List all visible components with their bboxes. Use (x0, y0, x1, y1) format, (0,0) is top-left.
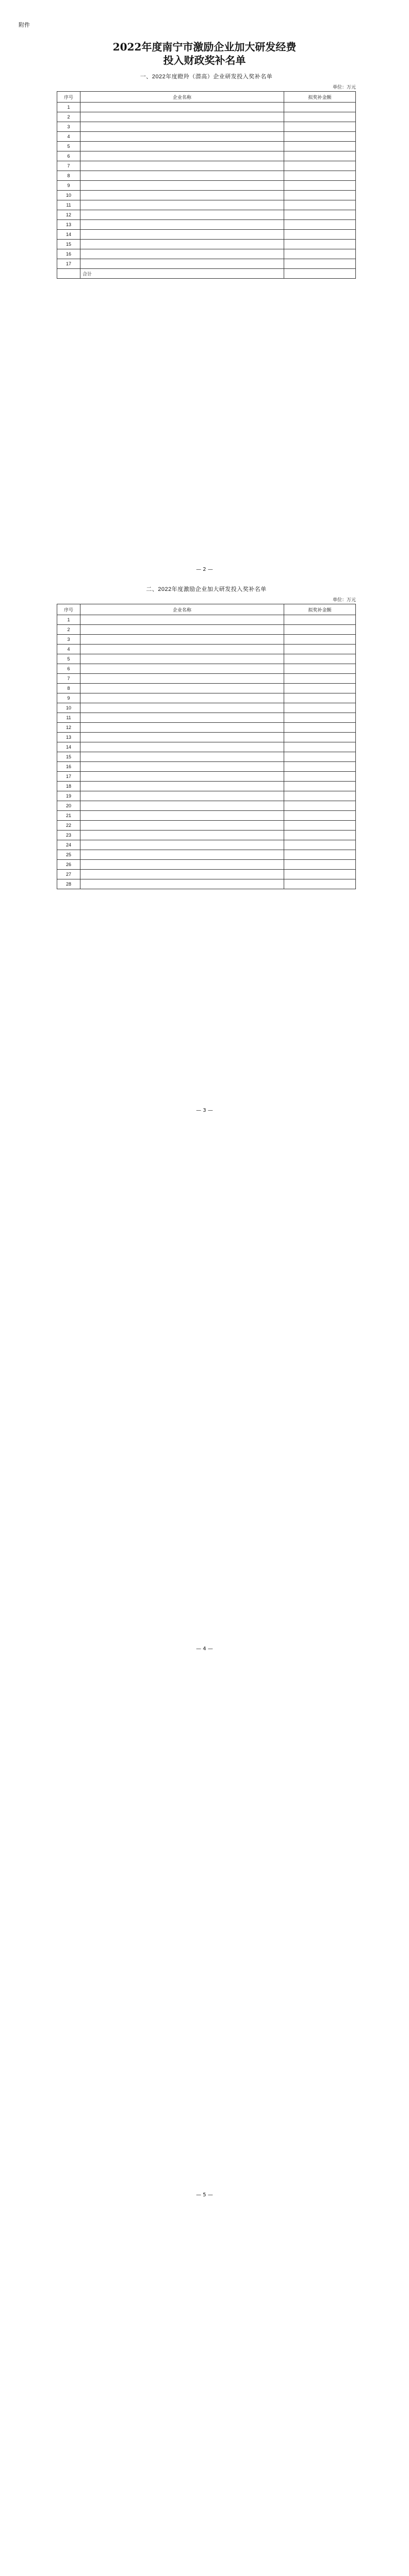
table-row (57, 635, 356, 645)
section-1 (57, 72, 356, 279)
company-name (80, 103, 284, 112)
table-row (57, 762, 356, 772)
row-index: 2 (57, 112, 80, 122)
row-index: 12 (57, 210, 80, 220)
table-row (57, 625, 356, 635)
table-row (57, 654, 356, 664)
company-name (80, 762, 284, 772)
company-name (80, 821, 284, 831)
company-name (80, 752, 284, 762)
table-header-row (57, 604, 356, 615)
award-amount (284, 733, 356, 742)
award-amount (284, 249, 356, 259)
company-name (80, 674, 284, 684)
award-amount (284, 850, 356, 860)
award-amount (284, 142, 356, 151)
row-index: 25 (57, 850, 80, 860)
table-row (57, 811, 356, 821)
award-amount (284, 132, 356, 142)
table-row (57, 249, 356, 259)
award-amount (284, 684, 356, 693)
column-header-amount: 拟奖补金额 (284, 92, 356, 103)
award-amount (284, 840, 356, 850)
row-index: 10 (57, 191, 80, 200)
table-row (57, 840, 356, 850)
award-amount (284, 230, 356, 240)
row-index: 28 (57, 879, 80, 889)
company-name (80, 171, 284, 181)
award-amount (284, 220, 356, 230)
company-name (80, 713, 284, 723)
award-amount (284, 122, 356, 132)
table-row (57, 171, 356, 181)
award-amount (284, 664, 356, 674)
page-number: — 4 — (196, 1646, 213, 1652)
row-index: 7 (57, 161, 80, 171)
table-row (57, 723, 356, 733)
row-index: 22 (57, 821, 80, 831)
table-row (57, 791, 356, 801)
row-index: 5 (57, 654, 80, 664)
award-table (57, 91, 356, 279)
row-index: 13 (57, 733, 80, 742)
company-name: 合计 (80, 269, 284, 279)
row-index: 21 (57, 811, 80, 821)
company-name (80, 772, 284, 782)
table-row (57, 645, 356, 654)
company-name (80, 645, 284, 654)
row-index: 23 (57, 831, 80, 840)
award-amount (284, 259, 356, 269)
row-index: 15 (57, 240, 80, 249)
row-index: 4 (57, 645, 80, 654)
row-index: 24 (57, 840, 80, 850)
table-row (57, 801, 356, 811)
row-index: 6 (57, 664, 80, 674)
table-row (57, 693, 356, 703)
table-row (57, 870, 356, 879)
award-amount (284, 615, 356, 625)
company-name (80, 259, 284, 269)
award-amount (284, 210, 356, 220)
table-row (57, 831, 356, 840)
company-name (80, 625, 284, 635)
annex-label: 附件 (19, 22, 30, 28)
table-row (57, 684, 356, 693)
row-index: 11 (57, 713, 80, 723)
row-index: 13 (57, 220, 80, 230)
table-row (57, 860, 356, 870)
row-index: 17 (57, 259, 80, 269)
award-amount (284, 762, 356, 772)
award-amount (284, 742, 356, 752)
award-amount (284, 645, 356, 654)
row-index: 3 (57, 122, 80, 132)
company-name (80, 122, 284, 132)
column-header-index: 序号 (57, 92, 80, 103)
company-name (80, 151, 284, 161)
table-row (57, 782, 356, 791)
award-amount (284, 654, 356, 664)
award-amount (284, 772, 356, 782)
company-name (80, 220, 284, 230)
table-row (57, 161, 356, 171)
table-row (57, 142, 356, 151)
table-row (57, 713, 356, 723)
row-index: 7 (57, 674, 80, 684)
table-row (57, 191, 356, 200)
award-amount (284, 635, 356, 645)
company-name (80, 703, 284, 713)
row-index: 19 (57, 791, 80, 801)
column-header-index: 序号 (57, 604, 80, 615)
company-name (80, 850, 284, 860)
row-index: 10 (57, 703, 80, 713)
company-name (80, 112, 284, 122)
award-amount (284, 821, 356, 831)
table-row (57, 230, 356, 240)
row-index (57, 269, 80, 279)
company-name (80, 684, 284, 693)
table-header-row (57, 92, 356, 103)
unit-label: 单位：万元 (332, 84, 356, 90)
table-row (57, 850, 356, 860)
row-index: 20 (57, 801, 80, 811)
award-amount (284, 703, 356, 713)
row-index: 14 (57, 742, 80, 752)
company-name (80, 191, 284, 200)
row-index: 26 (57, 860, 80, 870)
table-row (57, 733, 356, 742)
table-row (57, 752, 356, 762)
document-title-line-1: 2022年度南宁市激励企业加大研发经费 (112, 41, 297, 53)
company-name (80, 142, 284, 151)
row-index: 12 (57, 723, 80, 733)
row-index: 16 (57, 249, 80, 259)
row-index: 1 (57, 103, 80, 112)
company-name (80, 831, 284, 840)
row-index: 27 (57, 870, 80, 879)
row-index: 14 (57, 230, 80, 240)
row-index: 9 (57, 693, 80, 703)
table-row (57, 220, 356, 230)
company-name (80, 181, 284, 191)
award-amount (284, 674, 356, 684)
row-index: 5 (57, 142, 80, 151)
award-amount (284, 161, 356, 171)
table-row (57, 132, 356, 142)
company-name (80, 249, 284, 259)
table-row (57, 821, 356, 831)
column-header-amount: 拟奖补金额 (284, 604, 356, 615)
award-amount (284, 723, 356, 733)
award-amount (284, 191, 356, 200)
table-row (57, 240, 356, 249)
company-name (80, 791, 284, 801)
table-row (57, 200, 356, 210)
table-row (57, 122, 356, 132)
table-row (57, 103, 356, 112)
award-table (57, 604, 356, 889)
award-amount (284, 801, 356, 811)
table-row (57, 112, 356, 122)
section-title: 一、2022年度瞪羚（潜高）企业研发投入奖补名单 (140, 74, 273, 80)
award-amount (284, 240, 356, 249)
row-index: 9 (57, 181, 80, 191)
section-2 (57, 585, 356, 889)
row-index: 8 (57, 684, 80, 693)
table-row (57, 259, 356, 269)
award-amount (284, 879, 356, 889)
page-number: — 3 — (196, 1108, 213, 1113)
award-amount (284, 870, 356, 879)
award-amount (284, 791, 356, 801)
row-index: 6 (57, 151, 80, 161)
award-amount (284, 860, 356, 870)
company-name (80, 230, 284, 240)
award-amount (284, 752, 356, 762)
company-name (80, 132, 284, 142)
company-name (80, 733, 284, 742)
award-amount (284, 625, 356, 635)
row-index: 11 (57, 200, 80, 210)
table-row (57, 664, 356, 674)
award-amount (284, 269, 356, 279)
row-index: 2 (57, 625, 80, 635)
table-row (57, 181, 356, 191)
table-row (57, 269, 356, 279)
document-title-line-2: 投入财政奖补名单 (163, 54, 246, 66)
row-index: 16 (57, 762, 80, 772)
company-name (80, 860, 284, 870)
page-number: — 5 — (196, 2192, 213, 2198)
table-row (57, 742, 356, 752)
table-row (57, 615, 356, 625)
row-index: 8 (57, 171, 80, 181)
company-name (80, 200, 284, 210)
row-index: 4 (57, 132, 80, 142)
company-name (80, 664, 284, 674)
column-header-company: 企业名称 (80, 604, 284, 615)
row-index: 18 (57, 782, 80, 791)
table-row (57, 879, 356, 889)
award-amount (284, 200, 356, 210)
award-amount (284, 811, 356, 821)
row-index: 1 (57, 615, 80, 625)
table-row (57, 703, 356, 713)
row-index: 3 (57, 635, 80, 645)
award-amount (284, 693, 356, 703)
company-name (80, 161, 284, 171)
company-name (80, 693, 284, 703)
column-header-company: 企业名称 (80, 92, 284, 103)
award-amount (284, 181, 356, 191)
company-name (80, 811, 284, 821)
company-name (80, 210, 284, 220)
table-row (57, 674, 356, 684)
company-name (80, 615, 284, 625)
table-row (57, 772, 356, 782)
company-name (80, 879, 284, 889)
company-name (80, 742, 284, 752)
award-amount (284, 782, 356, 791)
section-title: 二、2022年度激励企业加大研发投入奖补名单 (146, 586, 267, 592)
table-row (57, 210, 356, 220)
company-name (80, 840, 284, 850)
table-row (57, 151, 356, 161)
award-amount (284, 151, 356, 161)
unit-label: 单位：万元 (332, 597, 356, 602)
company-name (80, 635, 284, 645)
company-name (80, 801, 284, 811)
company-name (80, 240, 284, 249)
page-number: — 2 — (196, 567, 213, 572)
award-amount (284, 713, 356, 723)
company-name (80, 870, 284, 879)
company-name (80, 782, 284, 791)
award-amount (284, 171, 356, 181)
award-amount (284, 831, 356, 840)
award-amount (284, 112, 356, 122)
award-amount (284, 103, 356, 112)
company-name (80, 654, 284, 664)
row-index: 15 (57, 752, 80, 762)
company-name (80, 723, 284, 733)
row-index: 17 (57, 772, 80, 782)
